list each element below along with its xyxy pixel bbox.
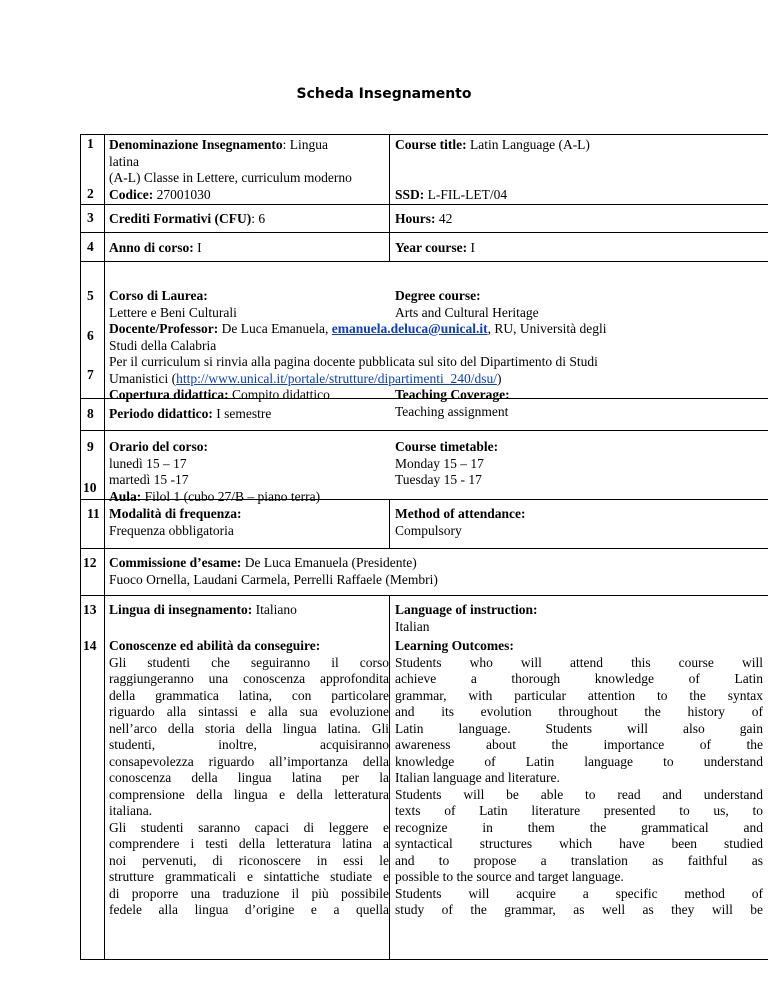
row-attendance xyxy=(80,499,768,549)
anno-corso: Anno di corso: I xyxy=(109,240,202,255)
paragraph-line: syntactical structures which have been studied xyxy=(395,836,763,851)
paragraph-line: italiana. xyxy=(109,803,153,818)
row-number-column xyxy=(81,262,105,398)
paragraph-line: consapevolezza riguardo all’importanza della xyxy=(109,753,389,769)
row-number-column xyxy=(81,596,105,959)
degree-course-en: Degree course: Arts and Cultural Heritage xyxy=(395,288,539,320)
course-title-en: Course title: Latin Language (A-L) xyxy=(395,137,590,152)
row-number: 10 xyxy=(83,480,97,495)
paragraph-line: achieve a thorough knowledge of Latin xyxy=(395,671,763,686)
row-number: 9 xyxy=(87,439,94,454)
year-course: Year course: I xyxy=(395,240,475,255)
paragraph-line: and to propose a translation as faithful as xyxy=(395,852,763,868)
paragraph-line: comprensione della lingua e della letteratura xyxy=(109,786,389,802)
paragraph-line: texts of Latin literature presented to us, to xyxy=(395,803,763,818)
paragraph-line: riguardo alla sintassi e alla sua evoluzione xyxy=(109,704,389,719)
row-number: 6 xyxy=(87,328,94,343)
credits: Crediti Formativi (CFU): 6 xyxy=(109,211,266,226)
row-year xyxy=(80,232,768,262)
column-divider xyxy=(389,205,390,232)
row-number-column xyxy=(81,135,105,204)
degree-course-it: Corso di Laurea: Lettere e Beni Culturali xyxy=(109,288,237,320)
paragraph-line: Students will acquire a specific method of xyxy=(395,885,763,901)
paragraph-line: Italian language and literature. xyxy=(395,770,560,785)
teaching-coverage-en: Teaching Coverage: Teaching assignment xyxy=(395,387,510,419)
course-name-it: Denominazione Insegnamento: Lingua latina (A-L) Classe in Lettere, curriculum moderno Codice: 27001030 xyxy=(109,137,352,202)
paragraph-line: fedele alla lingua d’origine e a quella xyxy=(109,902,389,917)
paragraph-line: della grammatica latina, con particolare xyxy=(109,687,389,703)
timetable-it: Orario del corso: lunedì 15 – 17 martedì 15 -17 Aula: Filol 1 (cubo 27/B – piano terra) xyxy=(109,439,321,504)
paragraph-line: Students will be able to read and understand xyxy=(395,786,763,802)
language-it: Lingua di insegnamento: Italiano xyxy=(109,602,297,617)
paragraph-line: study of the grammar, as well as they will be xyxy=(395,902,763,917)
row-number: 11 xyxy=(87,506,100,521)
page-title: Scheda Insegnamento xyxy=(296,86,472,102)
column-divider xyxy=(389,596,390,959)
paragraph-line: Gli studenti che seguiranno il corso xyxy=(109,654,389,670)
row-number-column xyxy=(81,233,105,261)
paragraph-line: comprendere i testi della letteratura latina a xyxy=(109,836,389,851)
paragraph-line: nell’arco della storia della lingua latina. Gli xyxy=(109,720,389,736)
column-divider xyxy=(389,233,390,261)
row-number-column xyxy=(81,549,105,595)
exam-commission: Commissione d’esame: De Luca Emanuela (Presidente) Fuoco Ornella, Laudani Carmela, Perrelli Raffaele (Membri) xyxy=(109,555,438,587)
paragraph-line: raggiungeranno una conoscenza approfondita xyxy=(109,671,389,686)
row-timetable xyxy=(80,430,768,504)
row-number: 2 xyxy=(87,186,94,201)
outcomes-en: Learning Outcomes: Students who will attend this course will achieve a thorough knowledge of Latin grammar, with particular attention to the syntax and its evolution throughout the history of Latin language. Students will also gain awareness about the importance of the knowledge of Latin language to understand Italian language and literature. Students will be able to read and understand texts of Latin literature presented to us, to recognize in them the grammatical and syntactical structures which have been studied and to propose a translation as faithful as possible to the source and target language. Students will acquire a specific method of study of the grammar, as well as they will be xyxy=(395,638,763,917)
paragraph-line: Gli studenti saranno capaci di leggere e xyxy=(109,819,389,835)
row-number-column xyxy=(81,431,105,499)
paragraph-line: awareness about the importance of the xyxy=(395,737,763,752)
paragraph-line: Students who will attend this course will xyxy=(395,654,763,670)
attendance-it: Modalità di frequenza: Frequenza obbligatoria xyxy=(109,506,242,538)
paragraph-line: Latin language. Students will also gain xyxy=(395,720,763,736)
paragraph-line: di proporre una traduzione il più possibile xyxy=(109,885,389,901)
row-credits xyxy=(80,204,768,233)
outcomes-it: Conoscenze ed abilità da conseguire: Gli studenti che seguiranno il corso raggiungeranno una conoscenza approfondita della grammatica latina, con particolare riguardo alla sintassi e alla sua evoluzione nell’arco della storia della lingua latina. Gli studenti, inoltre, acquisiranno consapevolezza riguardo all’importanza della conoscenza della lingua latina per la comprensione della lingua e della letteratura italiana. Gli studenti saranno capaci di leggere e comprendere i testi della letteratura latina a noi pervenuti, di riconoscere in essi le strutture grammaticali e sintattiche studiate e di proporre una traduzione il più possibile fedele alla lingua d’origine e a quella xyxy=(109,638,389,917)
department-url-link[interactable]: http://www.unical.it/portale/strutture/dipartimenti_240/dsu/ xyxy=(176,370,497,386)
row-number: 13 xyxy=(83,602,97,617)
teaching-coverage-it: Copertura didattica: Compito didattico xyxy=(109,387,330,402)
column-divider xyxy=(389,135,390,204)
row-number: 4 xyxy=(87,239,94,254)
paragraph-line: studenti, inoltre, acquisiranno xyxy=(109,737,389,752)
language-en: Language of instruction: Italian xyxy=(395,602,538,634)
professor-email-link[interactable]: emanuela.deluca@unical.it xyxy=(331,321,488,336)
row-number: 8 xyxy=(87,406,94,421)
row-number: 14 xyxy=(83,638,97,653)
row-course-name xyxy=(80,134,768,205)
row-exam-commission xyxy=(80,548,768,596)
row-number: 7 xyxy=(87,367,94,382)
ssd: SSD: L-FIL-LET/04 xyxy=(395,187,508,202)
hours: Hours: 42 xyxy=(395,211,453,226)
paragraph-line: possible to the source and target language. xyxy=(395,869,624,884)
row-number: 1 xyxy=(87,136,94,151)
paragraph-line: and its evolution throughout the history of xyxy=(395,704,763,719)
paragraph-line: strutture grammaticali e sintattiche studiate e xyxy=(109,869,389,884)
row-period xyxy=(80,398,768,431)
paragraph-line: noi pervenuti, di riconoscere in essi le xyxy=(109,852,389,868)
row-number: 5 xyxy=(87,288,94,303)
row-number-column xyxy=(81,205,105,232)
row-number: 12 xyxy=(83,555,97,570)
professor-info: Docente/Professor: De Luca Emanuela, emanuela.deluca@unical.it, RU, Università degli Studi della Calabria Per il curriculum si rinvia alla pagina docente pubblicata sul sito del Dipartimento di Studi Umanistici (http://www.unical.it/portale/strutture/dipartimenti_240/dsu/) xyxy=(109,321,607,386)
row-language-outcomes xyxy=(80,595,768,960)
paragraph-line: recognize in them the grammatical and xyxy=(395,819,763,835)
paragraph-line: knowledge of Latin language to understand xyxy=(395,753,763,769)
paragraph-line: conoscenza della lingua latina per la xyxy=(109,770,389,785)
timetable-en: Course timetable: Monday 15 – 17 Tuesday 15 - 17 xyxy=(395,439,499,487)
row-number-column xyxy=(81,399,105,430)
teaching-period: Periodo didattico: I semestre xyxy=(109,406,272,421)
paragraph-line: grammar, with particular attention to the syntax xyxy=(395,687,763,703)
row-number: 3 xyxy=(87,210,94,225)
attendance-en: Method of attendance: Compulsory xyxy=(395,506,526,538)
column-divider xyxy=(389,500,390,548)
row-number-column xyxy=(81,500,105,548)
